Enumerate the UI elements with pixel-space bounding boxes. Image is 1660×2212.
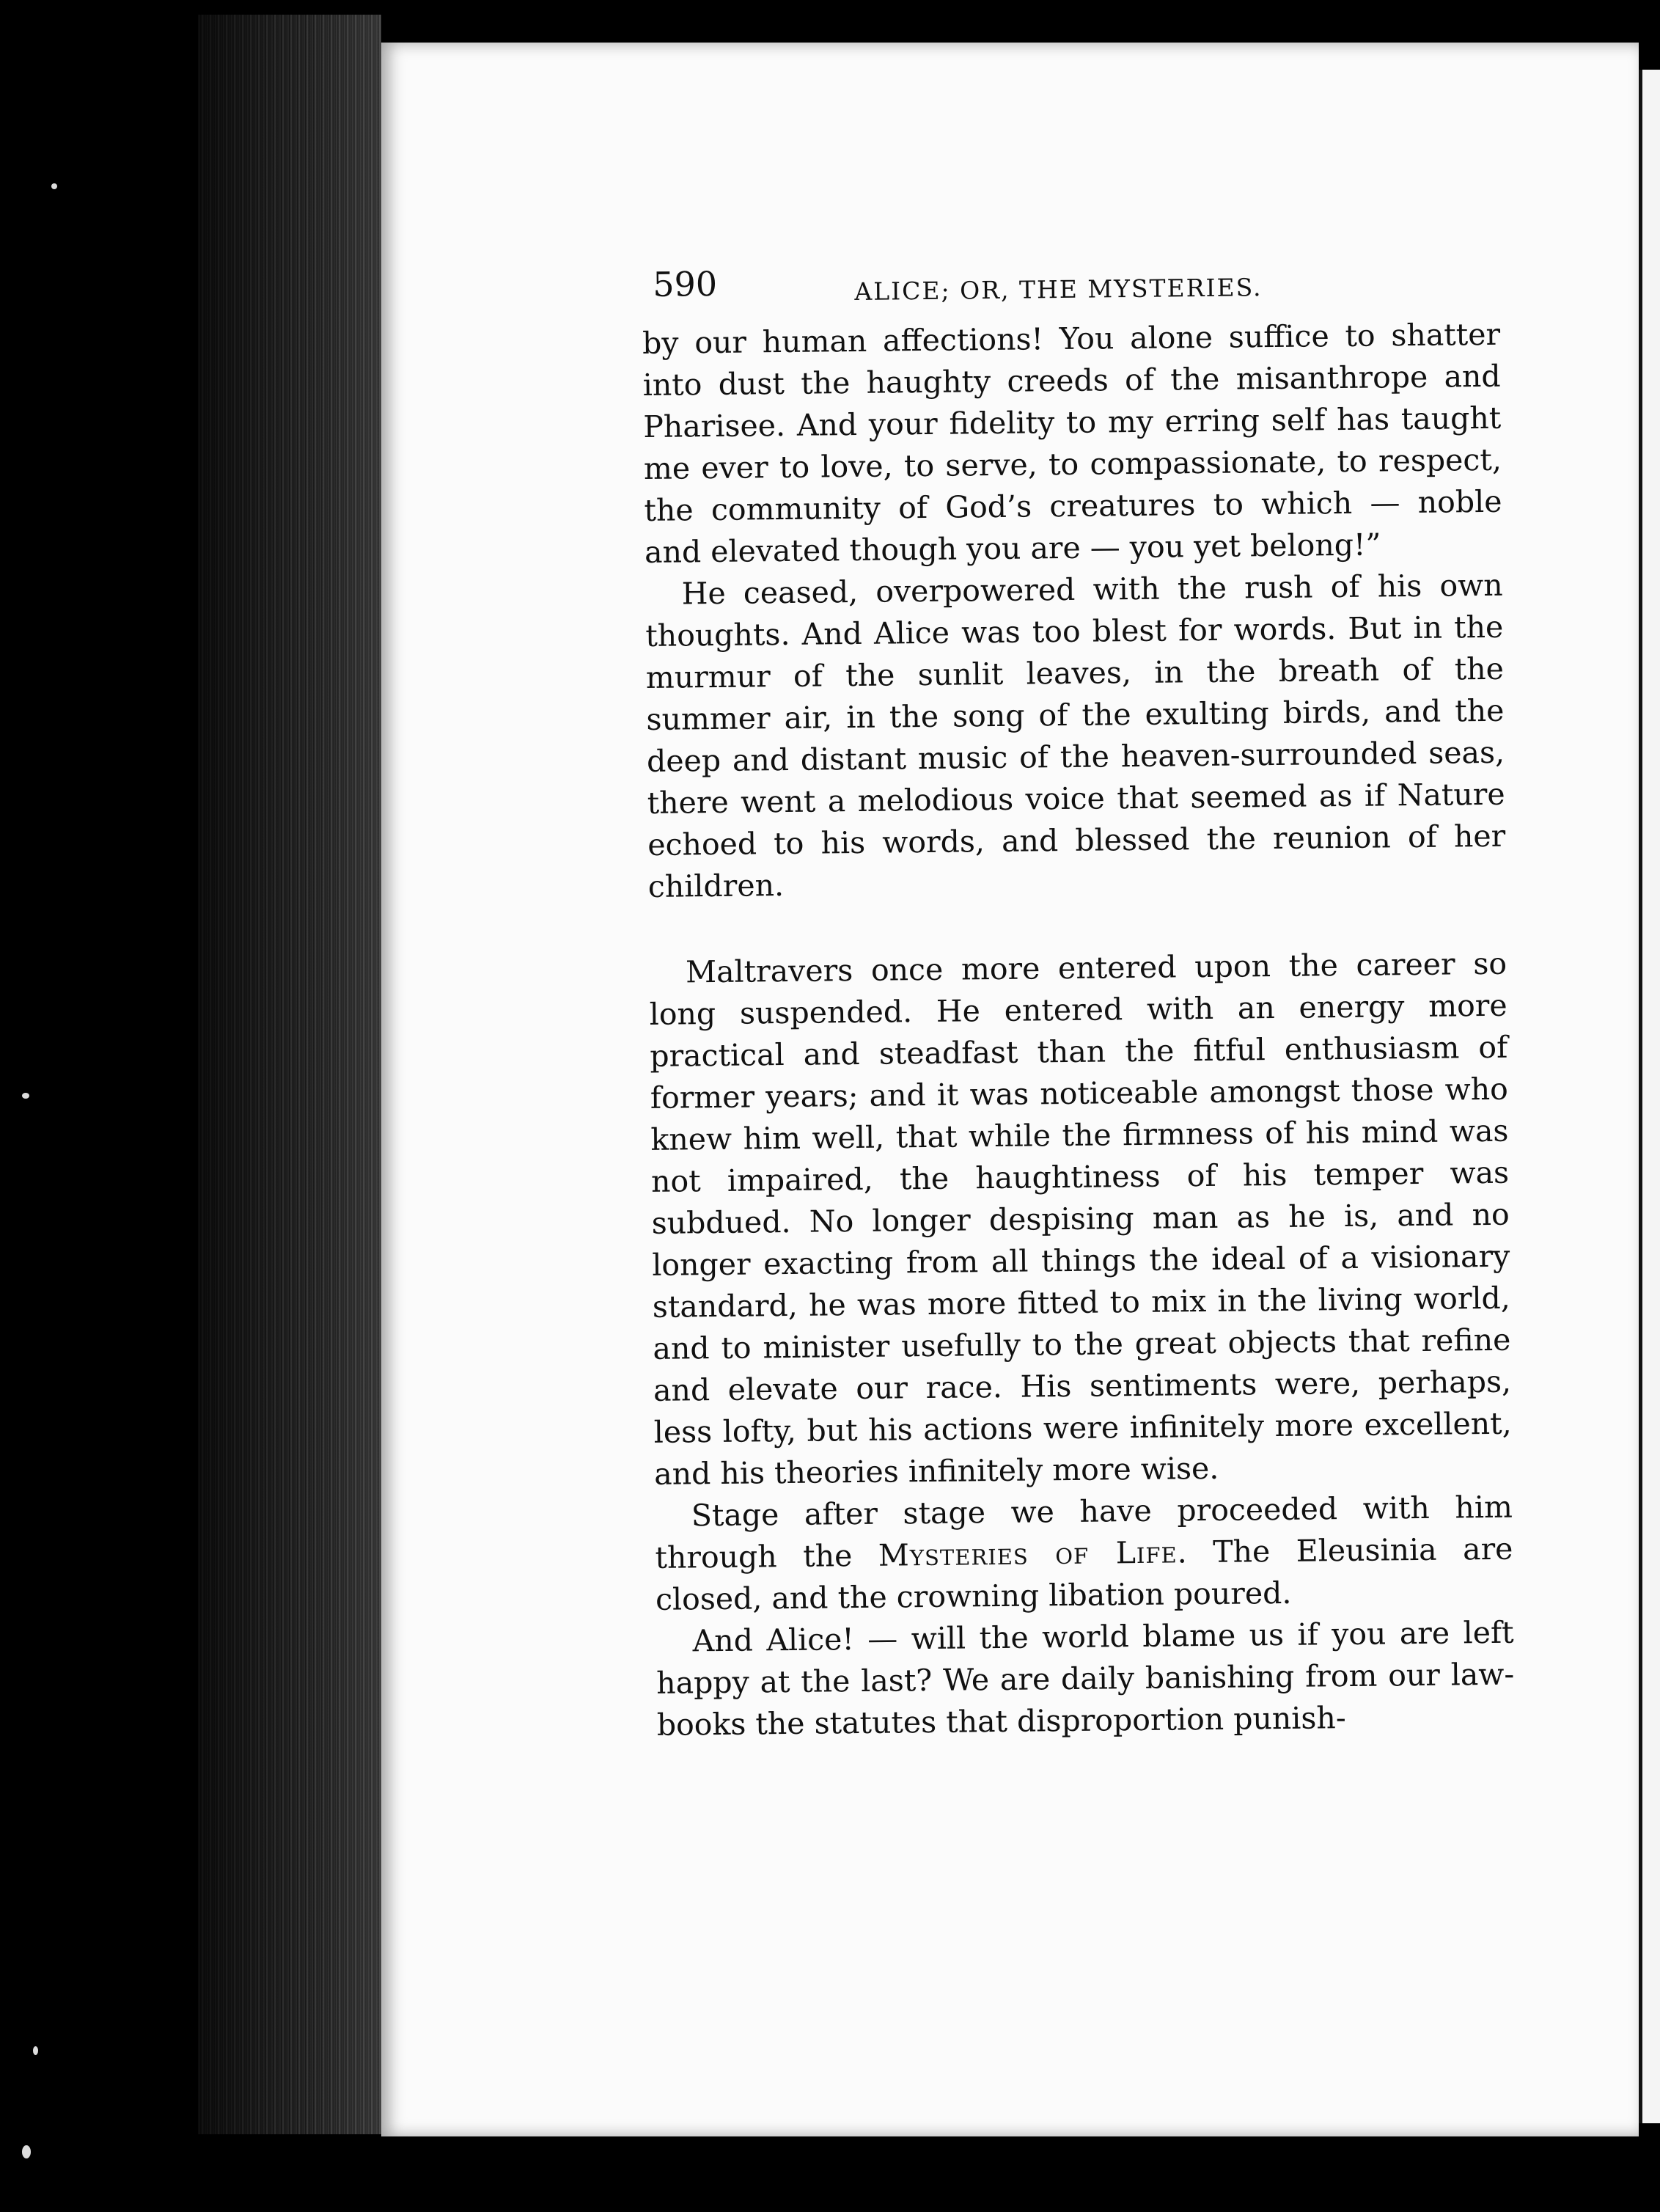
running-title: ALICE; OR, THE MYSTERIES.	[854, 273, 1263, 306]
scan-speck	[22, 2145, 31, 2158]
paragraph-maltravers: Maltravers once more entered upon the career so long suspended. He entered with an energy more practical and steadfast than the fitful enthusiasm of former years; and it was noticeable amongst those who knew him well, that while the firmness of his mind was not impaired, the haughtiness of his temper was subdued. No longer despising man as he is, and no longer exacting from all things the ideal of a visionary standard, he was more fitted to mix in the living world, and to minister usefully to the great objects that refine and elevate our race. His sentiments were, perhaps, less lofty, but his actions were infinitely more excellent, and his theories infinitely more wise.	[649, 945, 1512, 1492]
paragraph-he-ceased: He ceased, overpowered with the rush of his own thoughts. And Alice was too blest for words. But in the murmur of the sunlit leaves, in the breath of the summer air, in the song of the exulting birds, and the deep and distant music of the heaven-surrounded seas, there went a melodious voice that seemed as if Nature echoed to his words, and blessed the reunion of her children.	[645, 567, 1506, 904]
mysteries-of-life-smallcaps: Mysteries of Life	[878, 1534, 1178, 1573]
book-edge-shadow	[198, 15, 381, 2134]
stage-text-before: Stage after stage we have proceeded with him through the	[655, 1489, 1513, 1575]
page-number: 590	[653, 263, 718, 304]
scan-speck	[33, 2046, 38, 2055]
scan-speck	[51, 183, 57, 189]
paragraph-continuation: by our human affections! You alone suffice to shatter into dust the haughty creeds of the misanthrope and Pharisee. And your fidelity to my erring self has taught me ever to love, to serve, to compassionate, to respect, the community of God’s creatures to which — noble and elevated though you are — you yet belong!”	[642, 316, 1502, 570]
stage-text-after: . The Eleusinia are closed, and the crowning libation poured.	[655, 1531, 1513, 1617]
page-content	[642, 255, 1515, 1746]
facing-page-edge	[1639, 70, 1660, 2123]
paragraph-stage-after-stage	[655, 1487, 1514, 1621]
paragraph-and-alice: And Alice! — will the world blame us if you are left happy at the last? We are daily banishing from our law-books the statutes that disproportion punish-	[656, 1614, 1515, 1743]
running-head	[642, 255, 1500, 323]
scan-speck	[22, 1093, 29, 1099]
